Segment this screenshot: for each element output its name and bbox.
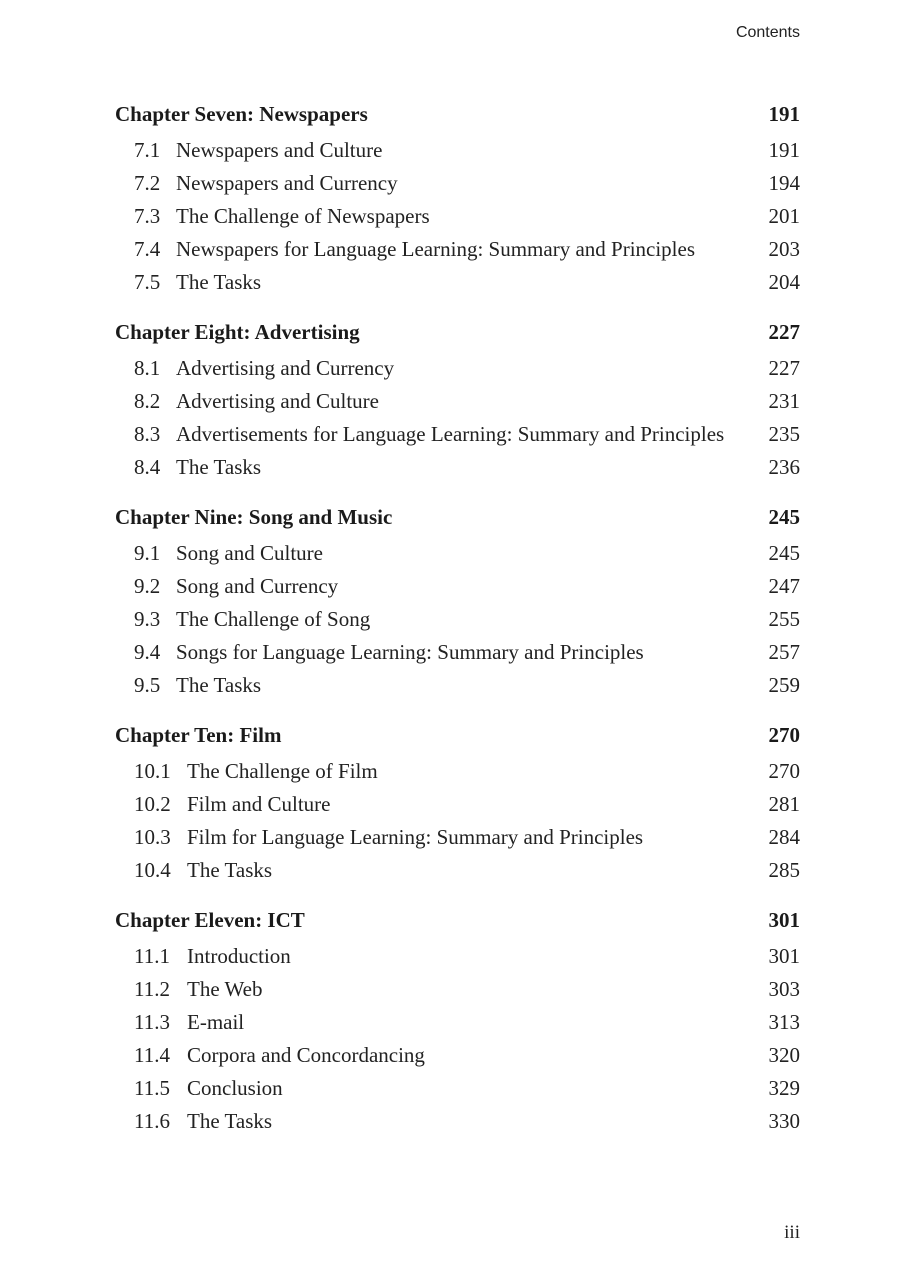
chapter-seven	[115, 98, 800, 299]
page-folio: iii	[784, 1222, 800, 1243]
section-page-number: 245	[768, 541, 800, 565]
toc-entry[interactable]	[115, 669, 800, 702]
section-title: Advertisements for Language Learning: Summary and Principles	[176, 422, 725, 446]
section-number: 10.1	[134, 759, 171, 783]
section-page-number: 270	[768, 759, 800, 783]
section-title: Corpora and Concordancing	[187, 1043, 425, 1067]
toc-entry[interactable]	[115, 385, 800, 418]
section-page-number: 203	[768, 237, 800, 261]
chapter-ten	[115, 719, 800, 887]
section-number: 10.4	[134, 858, 171, 882]
section-number: 8.2	[134, 389, 161, 413]
section-page-number: 236	[768, 455, 800, 479]
chapter-eight	[115, 316, 800, 484]
section-list	[115, 755, 800, 887]
section-number: 9.1	[134, 541, 161, 565]
section-page-number: 320	[768, 1043, 800, 1067]
section-page-number: 257	[768, 640, 800, 664]
section-title: Songs for Language Learning: Summary and Principles	[176, 640, 644, 664]
toc-entry[interactable]	[115, 821, 800, 854]
chapter-heading[interactable]	[115, 98, 800, 131]
section-title: The Challenge of Song	[176, 607, 371, 631]
section-page-number: 330	[768, 1109, 800, 1133]
section-page-number: 313	[768, 1010, 800, 1034]
section-title: Conclusion	[187, 1076, 283, 1100]
section-title: Newspapers and Culture	[176, 138, 383, 162]
section-number: 8.1	[134, 356, 161, 380]
section-list	[115, 352, 800, 484]
section-title: Newspapers and Currency	[176, 171, 398, 195]
section-number: 7.3	[134, 204, 161, 228]
section-list	[115, 537, 800, 702]
toc-entry[interactable]	[115, 788, 800, 821]
section-title: Film and Culture	[187, 792, 331, 816]
section-number: 7.5	[134, 270, 161, 294]
section-page-number: 285	[768, 858, 800, 882]
section-page-number: 247	[768, 574, 800, 598]
section-number: 7.1	[134, 138, 161, 162]
section-page-number: 191	[768, 138, 800, 162]
chapter-title: Chapter Eight: Advertising	[115, 320, 360, 344]
toc-entry[interactable]	[115, 233, 800, 266]
toc-entry[interactable]	[115, 603, 800, 636]
section-page-number: 255	[768, 607, 800, 631]
chapter-eleven	[115, 904, 800, 1138]
section-title: The Web	[187, 977, 263, 1001]
toc-entry[interactable]	[115, 636, 800, 669]
chapter-page-number: 270	[768, 723, 800, 747]
chapter-heading[interactable]	[115, 719, 800, 752]
section-page-number: 303	[768, 977, 800, 1001]
section-number: 9.3	[134, 607, 161, 631]
section-page-number: 194	[768, 171, 800, 195]
section-number: 10.2	[134, 792, 171, 816]
section-title: Song and Culture	[176, 541, 323, 565]
section-page-number: 204	[768, 270, 800, 294]
chapter-heading[interactable]	[115, 316, 800, 349]
section-list	[115, 940, 800, 1138]
section-title: The Challenge of Film	[187, 759, 378, 783]
section-number: 10.3	[134, 825, 171, 849]
section-title: The Tasks	[176, 455, 262, 479]
section-title: The Tasks	[187, 1109, 273, 1133]
section-title: Advertising and Currency	[176, 356, 395, 380]
section-title: Introduction	[187, 944, 291, 968]
section-page-number: 231	[768, 389, 800, 413]
toc-entry[interactable]	[115, 854, 800, 887]
chapter-nine	[115, 501, 800, 702]
chapter-page-number: 301	[768, 908, 800, 932]
section-number: 11.1	[134, 944, 170, 968]
section-page-number: 281	[768, 792, 800, 816]
chapter-title: Chapter Eleven: ICT	[115, 908, 305, 932]
section-title: The Tasks	[176, 270, 262, 294]
section-number: 8.4	[134, 455, 161, 479]
toc-entry[interactable]	[115, 1039, 800, 1072]
toc-entry[interactable]	[115, 537, 800, 570]
section-number: 11.5	[134, 1076, 170, 1100]
section-number: 9.2	[134, 574, 161, 598]
toc-entry[interactable]	[115, 940, 800, 973]
section-page-number: 329	[768, 1076, 800, 1100]
section-title: The Tasks	[176, 673, 262, 697]
section-title: Advertising and Culture	[176, 389, 379, 413]
section-title: The Challenge of Newspapers	[176, 204, 430, 228]
running-header: Contents	[735, 24, 800, 41]
chapter-page-number: 227	[768, 320, 800, 344]
toc-entry[interactable]	[115, 570, 800, 603]
section-page-number: 235	[768, 422, 800, 446]
toc-entry[interactable]	[115, 1105, 800, 1138]
toc-entry[interactable]	[115, 352, 800, 385]
section-page-number: 301	[768, 944, 800, 968]
chapter-heading[interactable]	[115, 904, 800, 937]
section-number: 11.6	[134, 1109, 170, 1133]
section-number: 9.4	[134, 640, 161, 664]
section-title: E-mail	[187, 1010, 245, 1034]
section-title: Song and Currency	[176, 574, 339, 598]
toc-entry[interactable]	[115, 167, 800, 200]
section-number: 11.4	[134, 1043, 170, 1067]
section-title: Film for Language Learning: Summary and Principles	[187, 825, 644, 849]
section-number: 11.2	[134, 977, 170, 1001]
section-title: The Tasks	[187, 858, 273, 882]
section-number: 8.3	[134, 422, 161, 446]
section-page-number: 201	[768, 204, 800, 228]
toc-entry[interactable]	[115, 134, 800, 167]
section-list	[115, 134, 800, 299]
section-title: Newspapers for Language Learning: Summary and Principles	[176, 237, 696, 261]
chapter-page-number: 245	[768, 505, 800, 529]
section-page-number: 227	[768, 356, 800, 380]
table-of-contents	[115, 98, 800, 1138]
section-number: 7.4	[134, 237, 161, 261]
section-page-number: 284	[768, 825, 800, 849]
chapter-heading[interactable]	[115, 501, 800, 534]
chapter-page-number: 191	[768, 102, 800, 126]
section-page-number: 259	[768, 673, 800, 697]
chapter-title: Chapter Nine: Song and Music	[115, 505, 393, 529]
section-number: 7.2	[134, 171, 161, 195]
toc-entry[interactable]	[115, 755, 800, 788]
toc-entry[interactable]	[115, 418, 800, 451]
section-number: 9.5	[134, 673, 161, 697]
chapter-title: Chapter Seven: Newspapers	[115, 102, 368, 126]
chapter-title: Chapter Ten: Film	[115, 723, 282, 747]
toc-entry[interactable]	[115, 266, 800, 299]
section-number: 11.3	[134, 1010, 170, 1034]
toc-entry[interactable]	[115, 200, 800, 233]
toc-entry[interactable]	[115, 1072, 800, 1105]
toc-entry[interactable]	[115, 451, 800, 484]
toc-entry[interactable]	[115, 973, 800, 1006]
toc-entry[interactable]	[115, 1006, 800, 1039]
